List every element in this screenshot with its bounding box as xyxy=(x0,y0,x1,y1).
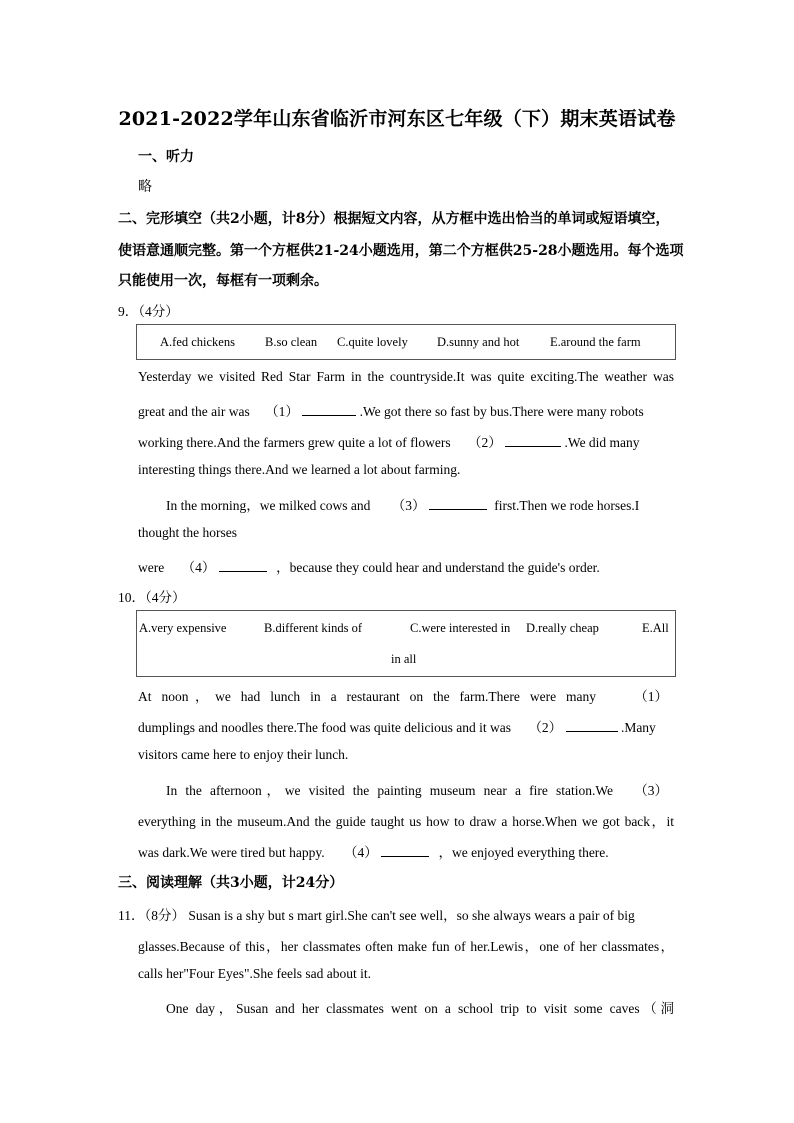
q10-p2-line-3 xyxy=(138,841,609,861)
q10-p1-line-3: visitors came here to enjoy their lunch. xyxy=(138,747,349,762)
q9-option-a: A.fed chickens xyxy=(160,335,235,349)
q10-blank-4-label: （4） xyxy=(343,845,378,860)
q9-option-e: E.around the farm xyxy=(550,335,641,349)
q10-option-b: B.different kinds of xyxy=(264,621,363,635)
q10-p1-line-1 xyxy=(138,685,674,705)
q10-blank-2-label: （2） xyxy=(528,720,563,735)
q10-p1-text-c: .Many xyxy=(620,720,656,735)
q10-p1-text-b: dumplings and noodles there.The food was quite delicious and it was xyxy=(138,720,512,735)
q11-text-1: Susan is a shy but s mart girl.She can't see well，so she always wears a pair of big xyxy=(188,908,635,923)
q11-line-4: One day，Susan and her classmates went on a school trip to visit some caves（洞 xyxy=(166,1001,674,1016)
q9-p1-line-1: Yesterday we visited Red Star Farm in the countryside.It was quite exciting.The weather was xyxy=(138,369,674,384)
q10-blank-3-label: （3） xyxy=(634,783,668,798)
q9-blank-1-label: （1） xyxy=(265,404,299,419)
q9-blank-4[interactable] xyxy=(219,570,267,572)
q9-p2-line-1 xyxy=(166,494,639,514)
q11-line-1 xyxy=(118,904,674,924)
q10-option-a: A.very expensive xyxy=(139,621,227,635)
q9-p2-text-b: first.Then we rode horses.I xyxy=(494,498,640,513)
q10-p2-line-2: everything in the museum.And the guide taught us how to draw a horse.When we got back，it xyxy=(138,814,674,829)
q9-p1-text-b: .We got there so fast by bus.There were many robots xyxy=(359,404,644,419)
section-2-heading-line-2: 使语意通顺完整。第一个方框供21-24小题选用，第二个方框供25-28小题选用。每个选项 xyxy=(118,243,684,259)
q9-p2-line-3 xyxy=(138,556,600,576)
q10-option-e-cont: in all xyxy=(391,652,417,666)
q9-p1-text-a: great and the air was xyxy=(138,404,250,419)
question-10-option-box xyxy=(136,610,676,677)
q10-p2-line-1 xyxy=(166,779,674,799)
q9-option-d: D.sunny and hot xyxy=(437,335,520,349)
q9-p1-line-4: interesting things there.And we learned a lot about farming. xyxy=(138,462,461,477)
q9-blank-1[interactable] xyxy=(302,414,356,416)
q9-p2-text-c: were xyxy=(138,560,165,575)
question-10-number: 10．（4分） xyxy=(118,590,186,605)
q9-option-c: C.quite lovely xyxy=(337,335,408,349)
q9-p1-text-c: working there.And the farmers grew quite a lot of flowers xyxy=(138,435,451,450)
q10-p1-text-a: At noon，we had lunch in a restaurant on the farm.There were many xyxy=(138,689,596,704)
q10-option-d: D.really cheap xyxy=(526,621,599,635)
q9-p2-text-d: ，because they could hear and understand the guide's order. xyxy=(276,560,600,575)
q9-blank-3[interactable] xyxy=(429,508,487,510)
section-2-heading-line-3: 只能使用一次，每框有一项剩余。 xyxy=(118,273,328,289)
section-1-note: 略 xyxy=(138,179,152,195)
section-3-heading: 三、阅读理解（共3小题，计24分） xyxy=(118,875,344,891)
q9-p2-text-a: In the morning，we milked cows and xyxy=(166,498,371,513)
q9-blank-2-label: （2） xyxy=(468,435,502,450)
q11-number: 11．（8分） xyxy=(118,908,185,923)
q10-option-c: C.were interested in xyxy=(410,621,511,635)
q9-blank-3-label: （3） xyxy=(391,498,426,513)
q10-blank-4[interactable] xyxy=(381,855,429,857)
question-9-number: 9．（4分） xyxy=(118,304,179,319)
q10-p2-text-a: In the afternoon，we visited the painting museum near a fire station.We xyxy=(166,783,613,798)
q9-option-b: B.so clean xyxy=(265,335,318,349)
page-title: 2021-2022学年山东省临沂市河东区七年级（下）期末英语试卷 xyxy=(118,108,676,130)
q10-option-e: E.All xyxy=(642,621,669,635)
q9-blank-4-label: （4） xyxy=(181,560,216,575)
q9-blank-2[interactable] xyxy=(505,445,561,447)
q9-p2-line-2: thought the horses xyxy=(138,525,237,540)
question-9-option-box xyxy=(136,324,676,360)
q9-p1-line-2 xyxy=(138,400,644,420)
q9-p1-line-3 xyxy=(138,431,640,451)
section-2-heading-line-1: 二、完形填空（共2小题，计8分）根据短文内容，从方框中选出恰当的单词或短语填空， xyxy=(118,211,670,227)
section-1-heading: 一、听力 xyxy=(138,149,194,165)
q11-line-3: calls her"Four Eyes".She feels sad about it. xyxy=(138,966,371,981)
q10-p2-text-c: ，we enjoyed everything there. xyxy=(438,845,609,860)
q9-p1-text-d: .We did many xyxy=(564,435,640,450)
q10-p2-text-b: was dark.We were tired but happy. xyxy=(138,845,325,860)
q10-blank-2[interactable] xyxy=(566,730,618,732)
q11-line-2: glasses.Because of this，her classmates often make fun of her.Lewis，one of her classmates， xyxy=(138,939,674,954)
q10-blank-1-label: （1） xyxy=(634,689,668,704)
q10-p1-line-2 xyxy=(138,716,656,736)
